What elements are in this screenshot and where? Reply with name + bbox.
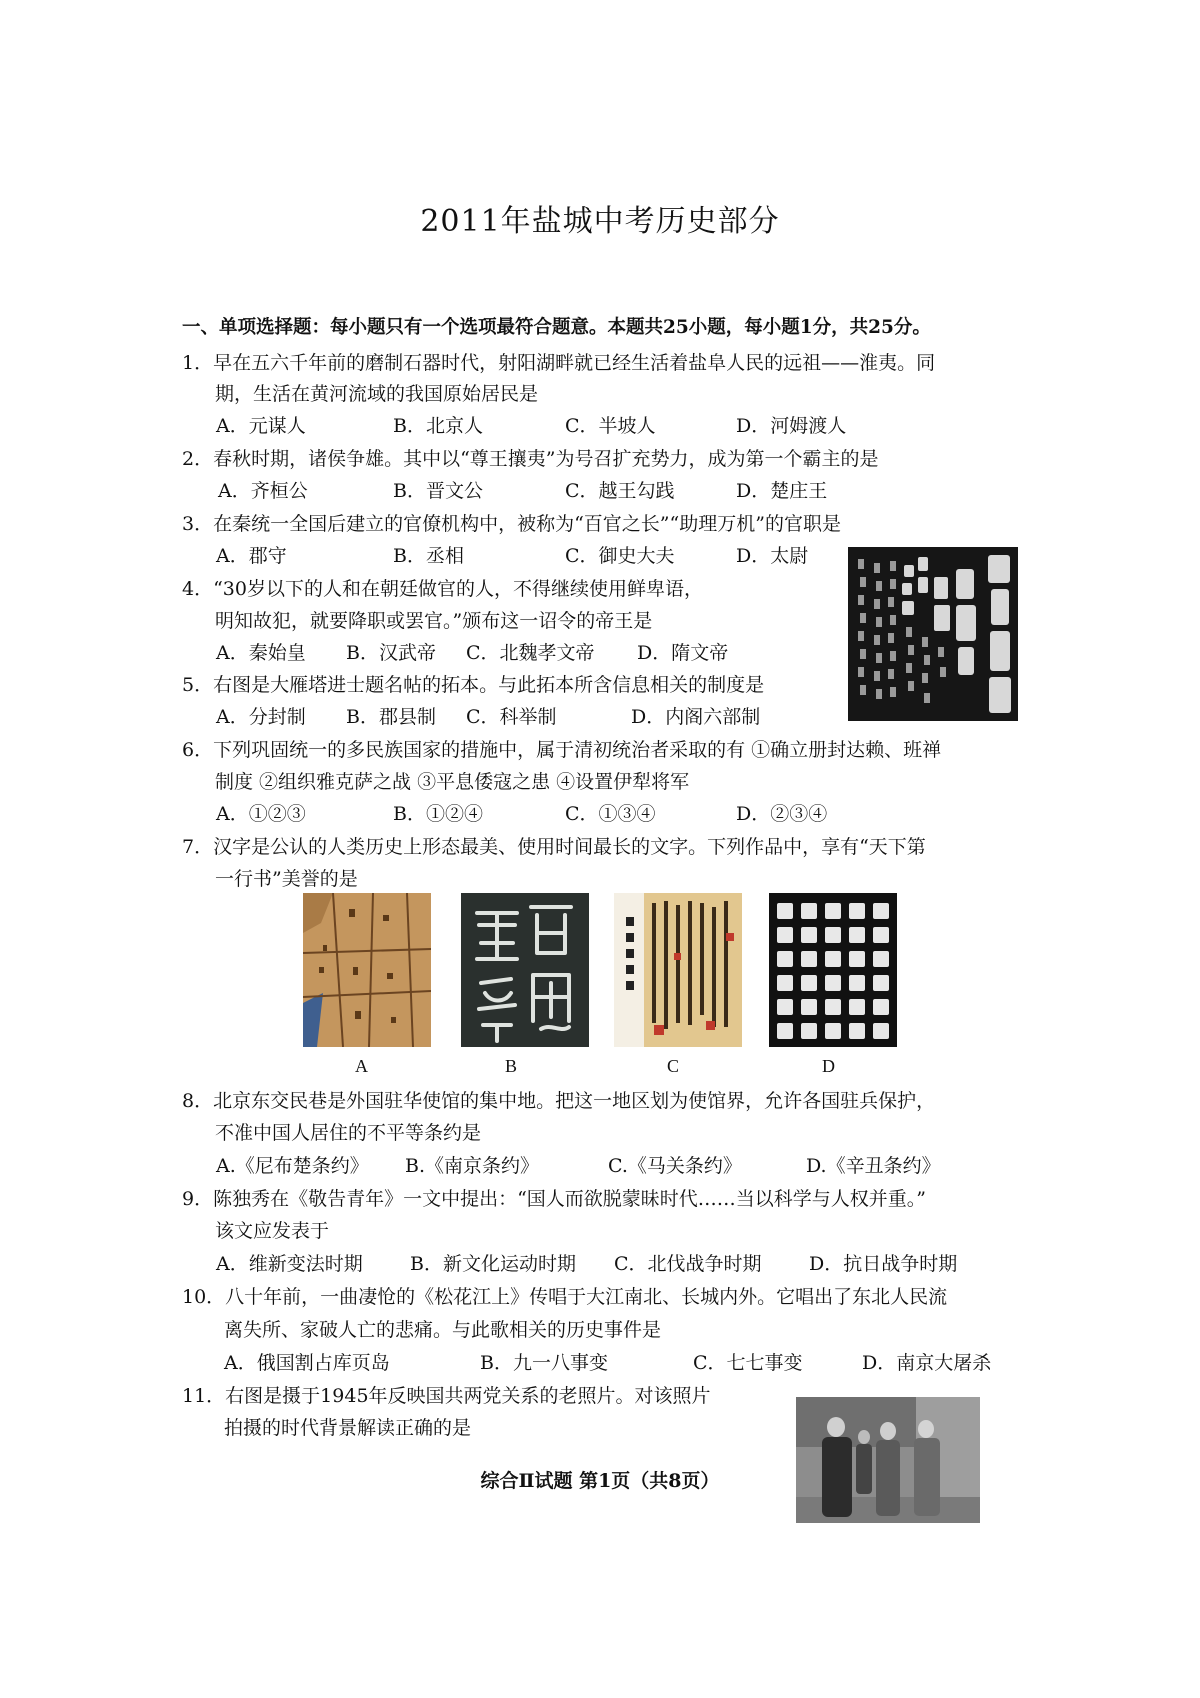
q4-option-c: C．北魏孝文帝 xyxy=(466,642,595,664)
q10-line-2: 离失所、家破人亡的悲痛。与此歌相关的历史事件是 xyxy=(224,1319,662,1341)
q5-line-1: 5．右图是大雁塔进士题名帖的拓本。与此拓本所含信息相关的制度是 xyxy=(182,674,765,696)
q6-option-c: C．①③④ xyxy=(565,803,656,825)
q1-option-a: A．元谋人 xyxy=(216,415,306,437)
q9-option-d: D．抗日战争时期 xyxy=(809,1253,958,1275)
historical-photo xyxy=(796,1397,980,1523)
q11-line-1: 11．右图是摄于1945年反映国共两党关系的老照片。对该照片 xyxy=(182,1385,711,1407)
q2-line-1: 2．春秋时期，诸侯争雄。其中以“尊王攘夷”为号召扩充势力，成为第一个霸主的是 xyxy=(182,448,879,470)
q11-line-2: 拍摄的时代背景解读正确的是 xyxy=(224,1417,472,1439)
stele-inscription-image xyxy=(769,893,897,1047)
q9-line-1: 9．陈独秀在《敬告青年》一文中提出：“国人而欲脱蒙昧时代……当以科学与人权并重。” xyxy=(182,1188,927,1210)
q8-line-1: 8．北京东交民巷是外国驻华使馆的集中地。把这一地区划为使馆界，允许各国驻兵保护， xyxy=(182,1090,936,1112)
q5-option-b: B．郡县制 xyxy=(346,706,436,728)
q4-line-1: 4．“30岁以下的人和在朝廷做官的人，不得继续使用鲜卑语， xyxy=(182,578,703,600)
q9-option-c: C．北伐战争时期 xyxy=(614,1253,762,1275)
q1-option-b: B．北京人 xyxy=(393,415,483,437)
section-title: 一、单项选择题：每小题只有一个选项最符合题意。本题共25小题，每小题1分，共25分。 xyxy=(182,317,931,338)
q7-caption-d: D xyxy=(822,1056,835,1076)
q2-option-b: B．晋文公 xyxy=(393,480,483,502)
q3-option-d: D．太尉 xyxy=(736,545,809,567)
q1-option-c: C．半坡人 xyxy=(565,415,656,437)
q7-line-1: 7．汉字是公认的人类历史上形态最美、使用时间最长的文字。下列作品中，享有“天下第 xyxy=(182,836,926,858)
q4-line-2: 明知故犯，就要降职或罢官。”颁布这一诏令的帝王是 xyxy=(215,610,653,632)
q4-option-a: A．秦始皇 xyxy=(216,642,306,664)
q9-option-b: B．新文化运动时期 xyxy=(410,1253,576,1275)
q4-option-b: B．汉武帝 xyxy=(346,642,436,664)
q10-line-1: 10．八十年前，一曲凄怆的《松花江上》传唱于大江南北、长城内外。它唱出了东北人民流 xyxy=(182,1286,948,1308)
lanting-preface-image xyxy=(614,893,742,1047)
q2-option-c: C．越王勾践 xyxy=(565,480,675,502)
q5-option-a: A．分封制 xyxy=(216,706,306,728)
q6-line-2: 制度 ②组织雅克萨之战 ③平息倭寇之患 ④设置伊犁将军 xyxy=(215,771,690,793)
q8-line-2: 不准中国人居住的不平等条约是 xyxy=(215,1122,482,1144)
q10-option-c: C．七七事变 xyxy=(693,1352,803,1374)
rubbing-image xyxy=(848,547,1018,721)
q9-option-a: A．维新变法时期 xyxy=(216,1253,363,1275)
q7-line-2: 一行书”美誉的是 xyxy=(215,868,358,890)
q6-option-a: A．①②③ xyxy=(216,803,306,825)
oracle-bone-image xyxy=(303,893,431,1047)
q2-option-a: A．齐桓公 xyxy=(218,480,308,502)
q3-option-a: A．郡守 xyxy=(216,545,287,567)
q7-caption-b: B xyxy=(505,1056,518,1076)
q7-caption-c: C xyxy=(667,1056,680,1076)
q10-option-d: D．南京大屠杀 xyxy=(862,1352,992,1374)
page-title: 2011年盐城中考历史部分 xyxy=(420,204,780,239)
q3-option-b: B．丞相 xyxy=(393,545,464,567)
q7-caption-a: A xyxy=(355,1056,368,1076)
q8-option-a: A.《尼布楚条约》 xyxy=(216,1155,369,1177)
q8-option-c: C.《马关条约》 xyxy=(608,1155,742,1177)
q8-option-d: D.《辛丑条约》 xyxy=(806,1155,941,1177)
q6-option-d: D．②③④ xyxy=(736,803,828,825)
page-footer: 综合Ⅱ试题 第1页（共8页） xyxy=(480,1470,720,1492)
q8-option-b: B.《南京条约》 xyxy=(405,1155,540,1177)
q10-option-b: B．九一八事变 xyxy=(480,1352,608,1374)
q1-line-2: 期，生活在黄河流域的我国原始居民是 xyxy=(215,383,539,405)
q6-option-b: B．①②④ xyxy=(393,803,483,825)
q4-option-d: D．隋文帝 xyxy=(637,642,729,664)
q1-line-1: 1．早在五六千年前的磨制石器时代，射阳湖畔就已经生活着盐阜人民的远祖——淮夷。同 xyxy=(182,352,936,374)
q9-line-2: 该文应发表于 xyxy=(215,1220,330,1242)
q1-option-d: D．河姆渡人 xyxy=(736,415,847,437)
q10-option-a: A．俄国割占库页岛 xyxy=(224,1352,390,1374)
q3-option-c: C．御史大夫 xyxy=(565,545,675,567)
q5-option-d: D．内阁六部制 xyxy=(631,706,761,728)
q6-line-1: 6．下列巩固统一的多民族国家的措施中，属于清初统治者采取的有 ①确立册封达赖、班禅 xyxy=(182,739,942,761)
q2-option-d: D．楚庄王 xyxy=(736,480,828,502)
q5-option-c: C．科举制 xyxy=(466,706,557,728)
seal-script-image xyxy=(461,893,589,1047)
q3-line-1: 3．在秦统一全国后建立的官僚机构中，被称为“百官之长”“助理万机”的官职是 xyxy=(182,513,841,535)
